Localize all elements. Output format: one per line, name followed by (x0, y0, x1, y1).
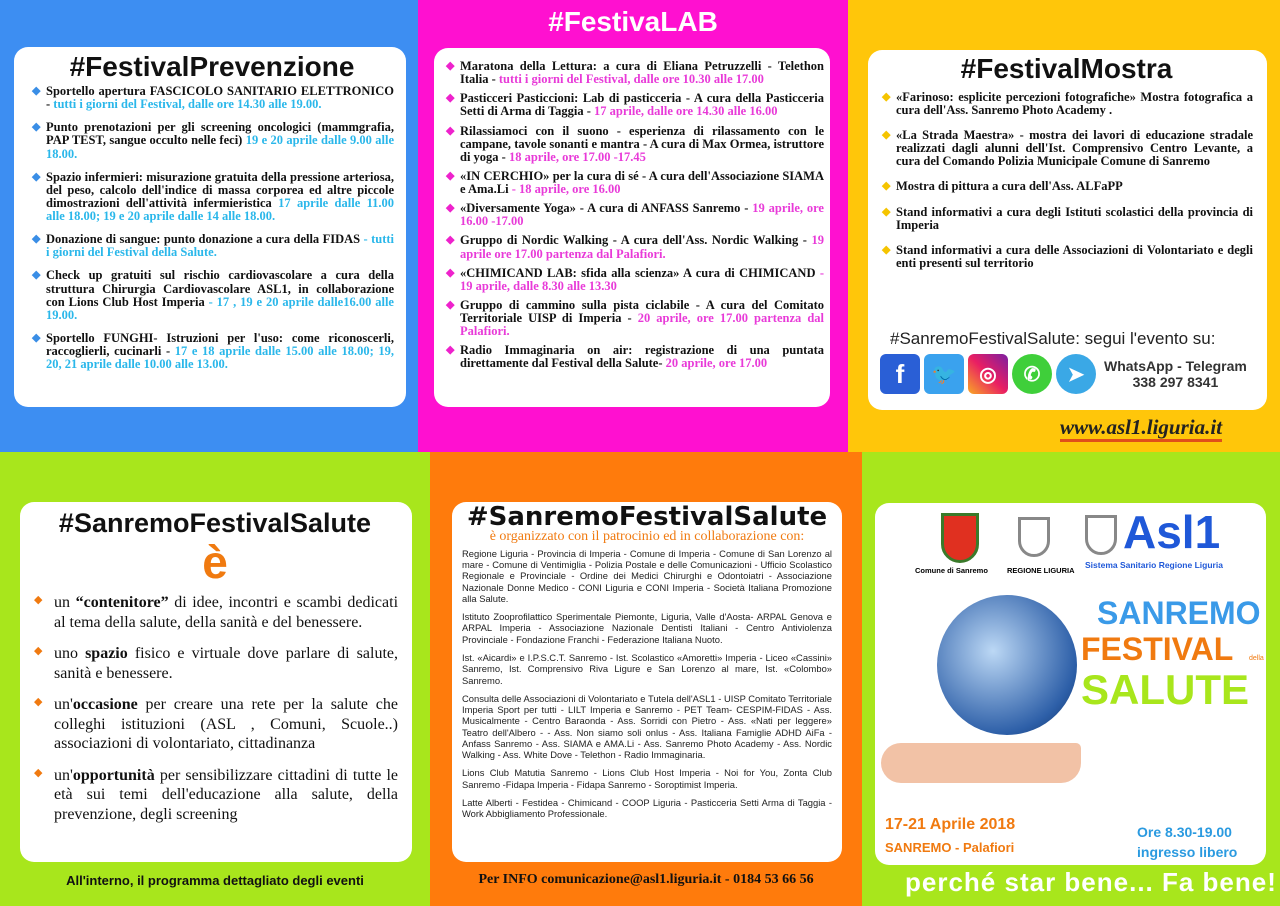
item-date: 19 aprile, ore 16.00 -17.00 (460, 201, 824, 229)
diamond-bullet-icon: ◆ (446, 124, 455, 137)
item-date: tutti i giorni del Festival, dalle ore 14.30 alle 19.00. (53, 97, 322, 112)
list-item (444, 60, 824, 86)
diamond-bullet-icon: ◆ (882, 129, 891, 142)
item-text: Gruppo di cammino sulla pista ciclabile - A cura del Comitato Territoriale UISP di Imperia - (460, 297, 824, 325)
prevenzione-list (30, 85, 394, 371)
item-text: fisico e virtuale dove parlare di salute, sanità e benessere. (54, 645, 399, 682)
list-item (30, 269, 394, 322)
item-date: 17 aprile dalle 11.00 alle 18.00; 19 e 20 aprile dalle 14 alle 18.00. (46, 195, 394, 223)
item-text: di idee, incontri e scambi dedicati al tema della salute, della sanità e del benessere. (54, 594, 399, 631)
diamond-bullet-icon: ◆ (882, 243, 891, 256)
follow-text: #SanremoFestivalSalute: segui l'evento su: (890, 329, 1216, 348)
item-date: - 19 aprile, dalle 8.30 alle 13.30 (460, 265, 824, 293)
asl-subtitle: Sistema Sanitario Regione Liguria (1085, 560, 1223, 570)
list-item (880, 244, 1253, 270)
diamond-bullet-icon: ◆ (882, 90, 891, 103)
item-date: 17 aprile, dalle ore 14.30 alle 16.00 (594, 104, 778, 119)
partners-subtitle: è organizzato con il patrocinio ed in collaborazione con: (489, 529, 805, 544)
diamond-bullet-icon: ◆ (32, 233, 41, 246)
item-date: tutti i giorni del Festival, dalle ore 10.30 alle 17.00 (498, 72, 764, 87)
diamond-bullet-icon: ◆ (882, 205, 891, 218)
item-text: Sportello FUNGHI- Istruzioni per l'uso: come riconoscerli, raccoglierli, cucinarli - (46, 330, 394, 358)
lab-list (444, 60, 824, 371)
lab-title: #FestivaLAB (548, 6, 718, 37)
diamond-bullet-icon: ◆ (34, 766, 43, 779)
item-text: per creare una rete per la salute che colleghi istituzioni (ASL , Comuni, Scuole..) associazioni di volontariato, cittadinanza (54, 696, 398, 753)
event-entry: ingresso libero (1137, 844, 1238, 860)
twitter-icon[interactable]: 🐦 (924, 354, 964, 394)
prevenzione-title: #FestivalPrevenzione (69, 51, 355, 82)
item-text: Pasticceri Pasticcioni: Lab di pasticceria - A cura della Pasticceria Setti di Arma di Taggia - (460, 91, 824, 119)
item-text: «CHIMICAND LAB: sfida alla scienza» A cura di CHIMICAND (460, 265, 820, 280)
list-item (444, 125, 824, 164)
item-prefix: un' (54, 766, 73, 784)
about-footer: All'interno, il programma dettagliato degli eventi (66, 873, 364, 888)
diamond-bullet-icon: ◆ (446, 169, 455, 182)
item-date: 17 e 18 aprile dalle 15.00 alle 18.00; 19, 20, 21 aprile dalle 10.00 alle 13.00. (46, 344, 394, 372)
instagram-icon[interactable]: ◎ (968, 354, 1008, 394)
hand-image (881, 743, 1081, 783)
diamond-bullet-icon: ◆ (34, 594, 43, 606)
item-date: - 17 , 19 e 20 aprile dalle16.00 alle 19.00. (46, 294, 394, 322)
item-text: Donazione di sangue: punto donazione a cura della FIDAS (46, 232, 364, 247)
title-festival: FESTIVAL (1081, 631, 1234, 667)
list-item (30, 233, 394, 259)
item-prefix: uno (54, 645, 86, 663)
item-date: - 18 aprile, ore 16.00 (511, 182, 621, 196)
diamond-bullet-icon: ◆ (446, 266, 455, 279)
item-text: «IN CERCHIO» per la cura di sé - A cura dell'Associazione SIAMA e Ama.Li (460, 168, 824, 196)
item-keyword: occasione (72, 696, 138, 714)
diamond-bullet-icon: ◆ (32, 85, 41, 97)
list-item (880, 206, 1253, 232)
item-text: «La Strada Maestra» - mostra dei lavori di educazione stradale realizzati dagli alunni dell'Ist. Comprensivo Centro Levante, a cura del Comando Polizia Municipale Comune di Sanremo (896, 128, 1253, 169)
item-text: Check up gratuiti sul rischio cardiovascolare a cura della struttura Chirurgia Cardiovascolare ASL1, in collaborazione con Lions Club Host Imperia (46, 268, 394, 309)
list-item (32, 644, 398, 683)
item-keyword: opportunità (72, 766, 155, 784)
item-date: 20 aprile, ore 17.00 partenza dal Palafiori. (460, 311, 824, 339)
diamond-bullet-icon: ◆ (446, 202, 455, 215)
social-row (880, 354, 1247, 394)
asl-crest-icon (1085, 515, 1117, 555)
list-item (444, 234, 824, 260)
partners-text (462, 548, 832, 820)
liguria-crest-icon (1018, 517, 1050, 557)
item-date: 19 e 20 aprile dalle 9.00 alle 18.00. (46, 133, 394, 161)
item-text: Sportello apertura FASCICOLO SANITARIO ELETTRONICO - (46, 84, 394, 112)
list-item (444, 202, 824, 228)
item-text: «Diversamente Yoga» - A cura di ANFASS Sanremo - (460, 201, 753, 216)
partners-paragraph: Latte Alberti - Festidea - Chimicand - COOP Liguria - Pasticceria Setti Arma di Taggia - Work Abbigliamento Professionale. (462, 797, 832, 820)
item-text: Maratona della Lettura: a cura di Eliana Petruzzelli - Telethon Italia - (460, 59, 824, 87)
mostra-title: #FestivalMostra (960, 53, 1173, 84)
event-place: SANREMO - Palafiori (885, 840, 1015, 855)
item-prefix: un' (54, 696, 73, 714)
item-date: 19 aprile ore 17.00 partenza dal Palafiori. (460, 233, 824, 261)
diamond-bullet-icon: ◆ (34, 696, 43, 709)
diamond-bullet-icon: ◆ (446, 92, 455, 105)
item-text: per sensibilizzare cittadini di tutte le età sui temi dell'educazione alla salute, della prevenzione, degli screening (54, 766, 398, 823)
diamond-bullet-icon: ◆ (882, 180, 891, 193)
list-item (32, 695, 398, 754)
telegram-icon[interactable]: ➤ (1056, 354, 1096, 394)
diamond-bullet-icon: ◆ (446, 60, 455, 72)
diamond-bullet-icon: ◆ (32, 331, 41, 344)
list-item (30, 121, 394, 160)
title-sanremo: SANREMO (1097, 595, 1261, 631)
logo-regione-label: REGIONE LIGURIA (1007, 566, 1075, 575)
list-item (32, 593, 398, 632)
diamond-bullet-icon: ◆ (32, 121, 41, 134)
about-list (32, 593, 398, 824)
partners-paragraph: Regione Liguria - Provincia di Imperia - Comune di Imperia - Comune di San Lorenzo al mare - Comune di Ventimiglia - Polizia Postale e delle Comunicazioni - Ufficio Scolastico Regionale e Provinciale - Ordine dei Medici Chirurghi e Odontoiatri - Associazione Nazionale Donne Medico - CONI Liguria e CONI Imperia - Società Italiana Promozione alla Salute. (462, 547, 832, 604)
partners-title: #SanremoFestivalSalute (466, 502, 828, 532)
list-item (32, 766, 398, 825)
messaging-label: WhatsApp - Telegram (1104, 358, 1247, 374)
item-text: Mostra di pittura a cura dell'Ass. ALFaPP (896, 179, 1123, 194)
asl-logo: Asl1 (1123, 506, 1221, 558)
prevenzione-card (14, 47, 406, 407)
diamond-bullet-icon: ◆ (446, 344, 455, 357)
lab-card (434, 48, 830, 407)
list-item (444, 344, 824, 370)
list-item (444, 170, 824, 196)
event-hours: Ore 8.30-19.00 (1137, 824, 1232, 840)
info-contact[interactable]: Per INFO comunicazione@asl1.liguria.it - 0184 53 66 56 (478, 872, 814, 887)
item-prefix: un (54, 594, 76, 611)
item-text: Stand informativi a cura delle Associazioni di Volontariato e degli enti presenti sul territorio (896, 242, 1253, 270)
item-text: Rilassiamoci con il suono - esperienza di rilassamento con le campane, tavole sonanti e mantra - A cura di Max Ormea, istruttore di yoga - (460, 123, 824, 164)
slogan: perché star bene... Fa bene! (905, 867, 1277, 897)
list-item (880, 91, 1253, 117)
mostra-card (868, 50, 1267, 410)
list-item (30, 171, 394, 224)
list-item (444, 92, 824, 118)
partners-paragraph: Lions Club Matutia Sanremo - Lions Club Host Imperia - Noi for You, Zonta Club Sanremo -Fidapa Imperia - Fidapa Sanremo - Soroptimist Imperia. (462, 767, 832, 790)
sanremo-crest-icon (941, 513, 979, 563)
event-dates: 17-21 Aprile 2018 (885, 816, 1016, 833)
partners-paragraph: Consulta delle Associazioni di Volontariato e Tutela dell'ASL1 - UISP Comitato Territoriale Imperia Sport per tutti - LILT Imperia e Sanremo - PET Team- CESPIM-FIDAS - Ass. Musicalmente - Centro Baraonda - Ass. Sorridi con Pietro - Ass. «Nati per leggere» Teatro dell'Albero - - Ass. Non siamo soli onlus - Ass. Italiana Famiglie ADHD AiFa - Anfass Sanremo - Ass. SIAMA e AMA.Li - Ass. Sanremo Photo Academy - Ass. Nordic Walking - Ass. White Dove - Telethon - Radio Immaginaria. (462, 692, 832, 761)
diamond-bullet-icon: ◆ (34, 645, 43, 658)
list-item (880, 129, 1253, 168)
globe-image (937, 595, 1077, 735)
partners-card (452, 502, 842, 862)
list-item (880, 180, 1253, 193)
title-salute: SALUTE (1081, 666, 1249, 713)
diamond-bullet-icon: ◆ (32, 170, 41, 183)
mostra-list (880, 91, 1253, 270)
item-text: Radio Immaginaria on air: registrazione di una puntata direttamente dal Festival della Salute- (460, 343, 824, 371)
whatsapp-icon[interactable]: ✆ (1012, 354, 1052, 394)
about-big-e: è (202, 536, 228, 588)
item-date: 20 aprile, ore 17.00 (665, 356, 768, 371)
item-text: Stand informativi a cura degli Istituti scolastici della provincia di Imperia (896, 204, 1253, 232)
item-text: «Farinoso: esplicite percezioni fotografiche» Mostra fotografica a cura dell'Ass. Sanremo Photo Academy . (896, 89, 1253, 117)
diamond-bullet-icon: ◆ (32, 269, 41, 282)
list-item (30, 332, 394, 371)
list-item (444, 267, 824, 293)
diamond-bullet-icon: ◆ (446, 298, 455, 311)
about-card (20, 502, 412, 862)
list-item (444, 299, 824, 338)
list-item (30, 85, 394, 111)
title-della: della (1249, 655, 1264, 662)
website-link[interactable]: www.asl1.liguria.it (1060, 416, 1222, 442)
phone-number: 338 297 8341 (1132, 374, 1219, 390)
facebook-icon[interactable]: f (880, 354, 920, 394)
diamond-bullet-icon: ◆ (446, 234, 455, 247)
partners-paragraph: Ist. «Aicardi» e I.P.S.C.T. Sanremo - Ist. Scolastico «Amoretti» Imperia - Liceo «Cassini» Sanremo, Ist. Comprensivo Riva Ligure e San Lorenzo al mare, Ist. «Colombo» Sanremo. (462, 651, 832, 686)
item-keyword: “contenitore” (75, 594, 169, 611)
item-keyword: spazio (85, 645, 128, 663)
logo-comune-label: Comune di Sanremo (915, 566, 988, 575)
item-date: - tutti i giorni del Festival della Salute. (46, 232, 394, 260)
item-text: Punto prenotazioni per gli screening oncologici (mammgrafia, PAP TEST, sangue occulto nelle feci) (46, 120, 394, 148)
about-title: #SanremoFestivalSalute (58, 508, 372, 538)
partners-paragraph: Istituto Zooprofilattico Sperimentale Piemonte, Liguria, Valle d'Aosta- ARPAL Genova e ARPAL Imperia - Associazione Nazionale Dentisti Italiani - Centro Antiviolenza Provinciale - Fondazione Franchi - Federazione Italiana Nuoto. (462, 611, 832, 645)
item-text: Gruppo di Nordic Walking - A cura dell'Ass. Nordic Walking - (460, 233, 812, 248)
item-date: 18 aprile, ore 17.00 -17.45 (508, 149, 646, 164)
item-text: Spazio infermieri: misurazione gratuita della pressione arteriosa, del peso, calcolo dell'indice di massa corporea ed altre piccole dimostrazioni dell'attività infermieristica (46, 169, 394, 210)
cover-card (875, 503, 1266, 865)
